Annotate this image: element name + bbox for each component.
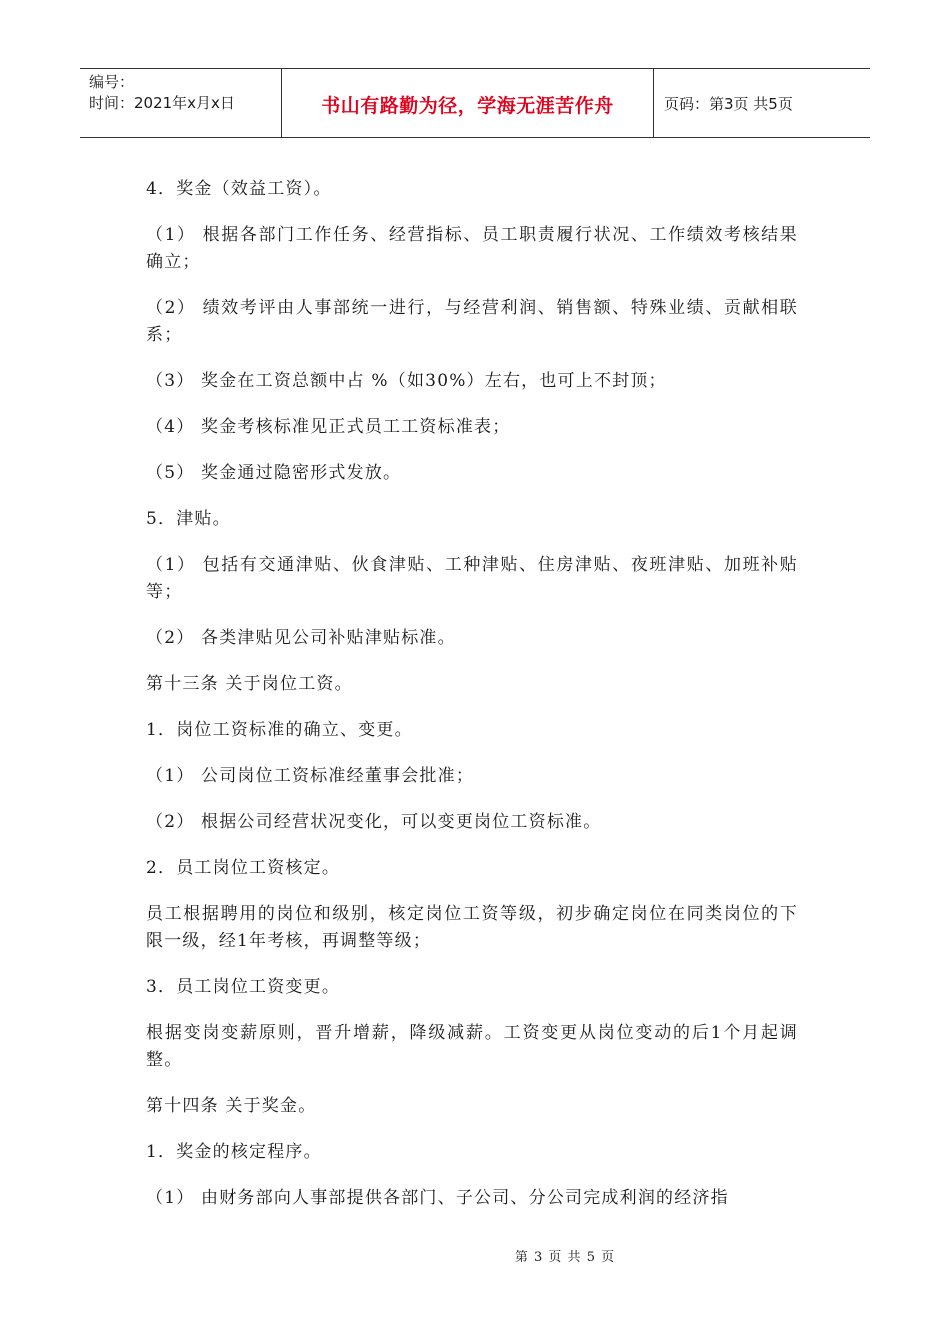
paragraph: （4） 奖金考核标准见正式员工工资标准表； [146,417,511,437]
document-date: 时间：2021年x月x日 [89,94,235,112]
paragraph: 5．津贴。 [146,509,231,529]
paragraph: （2） 根据公司经营状况变化，可以变更岗位工资标准。 [146,812,602,832]
paragraph: 4．奖金（效益工资）。 [146,179,332,199]
section-heading: 第十四条 关于奖金。 [146,1096,317,1116]
page-header [80,68,870,138]
paragraph: （5） 奖金通过隐密形式发放。 [146,463,402,483]
paragraph: 1．岗位工资标准的确立、变更。 [146,720,413,740]
header-motto: 书山有路勤为径，学海无涯苦作舟 [282,69,654,137]
paragraph: （1） 由财务部向人事部提供各部门、子公司、分公司完成利润的经济指 [146,1188,729,1208]
header-page-number: 页码：第3页 共5页 [664,94,793,113]
paragraph: （1） 包括有交通津贴、伙食津贴、工种津贴、住房津贴、夜班津贴、加班补贴等； [146,555,798,602]
page-footer: 第 3 页 共 5 页 [514,1250,616,1265]
document-number: 编号： [89,73,135,91]
paragraph: 2．员工岗位工资核定。 [146,858,341,878]
paragraph: 员工根据聘用的岗位和级别，核定岗位工资等级，初步确定岗位在同类岗位的下限一级，经1年考核，再调整等级； [146,904,798,951]
paragraph: （3） 奖金在工资总额中占 %（如30%）左右，也可上不封顶； [146,371,667,391]
document-body [146,176,798,1231]
section-heading: 第十三条 关于岗位工资。 [146,674,353,694]
paragraph: 3．员工岗位工资变更。 [146,977,341,997]
paragraph: （2） 各类津贴见公司补贴津贴标准。 [146,628,456,648]
paragraph: （1） 公司岗位工资标准经董事会批准； [146,766,475,786]
paragraph: （1） 根据各部门工作任务、经营指标、员工职责履行状况、工作绩效考核结果确立； [146,225,798,272]
header-meta [80,69,282,137]
paragraph: （2） 绩效考评由人事部统一进行，与经营利润、销售额、特殊业绩、贡献相联系； [146,298,798,345]
paragraph: 1．奖金的核定程序。 [146,1142,322,1162]
paragraph: 根据变岗变薪原则，晋升增薪，降级减薪。工资变更从岗位变动的后1个月起调整。 [146,1023,798,1070]
